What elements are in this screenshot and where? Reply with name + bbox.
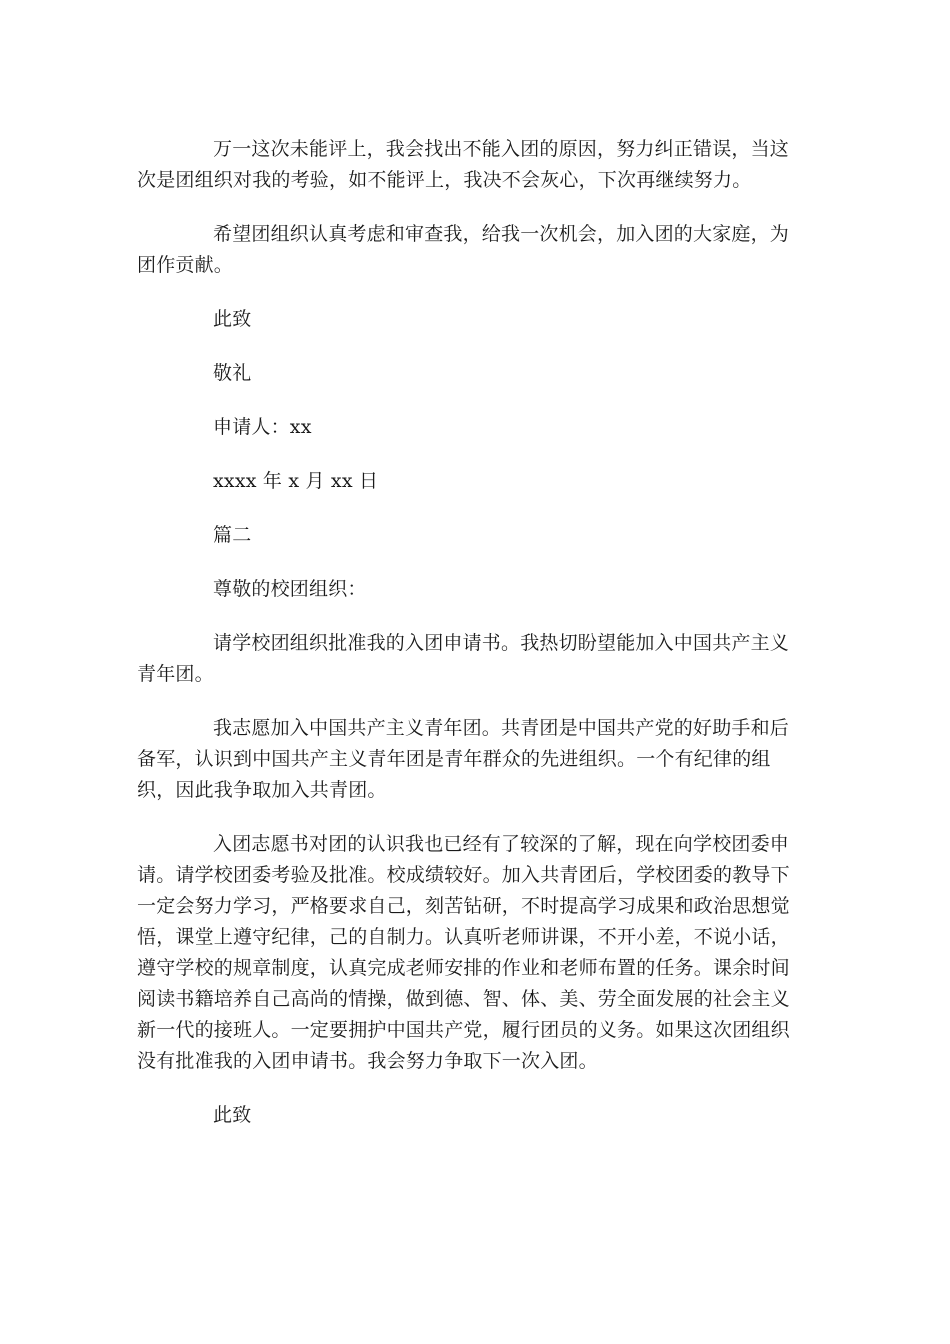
closing-cizhi-second: 此致 [213, 1104, 252, 1126]
paragraph-volunteer: 我志愿加入中国共产主义青年团。共青团是中国共产党的好助手和后备军，认识到中国共产主义青年团是青年群众的先进组织。一个有纪律的组织，因此我争取加入共青团。 [137, 717, 790, 801]
applicant-name: 申请人：xx [213, 416, 312, 438]
paragraph-commitment: 入团志愿书对团的认识我也已经有了较深的了解，现在向学校团委申请。请学校团委考验及批准。校成绩较好。加入共青团后，学校团委的教导下一定会努力学习，严格要求自己，刻苦钻研，不时提高学习成果和政治思想觉悟，课堂上遵守纪律，己的自制力。认真听老师讲课，不开小差，不说小话，遵守学校的规章制度，认真完成老师安排的作业和老师布置的任务。课余时间阅读书籍培养自己高尚的情操，做到德、智、体、美、劳全面发展的社会主义新一代的接班人。一定要拥护中国共产党，履行团员的义务。如果这次团组织没有批准我的入团申请书。我会努力争取下一次入团。 [137, 833, 790, 1072]
paragraph-request: 请学校团组织批准我的入团申请书。我热切盼望能加入中国共产主义青年团。 [137, 632, 790, 685]
section-heading-part-two: 篇二 [213, 524, 252, 546]
salutation: 尊敬的校团组织： [213, 578, 367, 600]
closing-cizhi: 此致 [213, 308, 252, 330]
paragraph-hope: 希望团组织认真考虑和审查我，给我一次机会，加入团的大家庭，为团作贡献。 [137, 223, 790, 276]
document-body [137, 134, 807, 1154]
paragraph-failure-plan: 万一这次未能评上，我会找出不能入团的原因，努力纠正错误，当这次是团组织对我的考验，如不能评上，我决不会灰心，下次再继续努力。 [137, 138, 790, 191]
closing-jingli: 敬礼 [213, 362, 252, 384]
application-date: xxxx 年 x 月 xx 日 [213, 470, 379, 492]
